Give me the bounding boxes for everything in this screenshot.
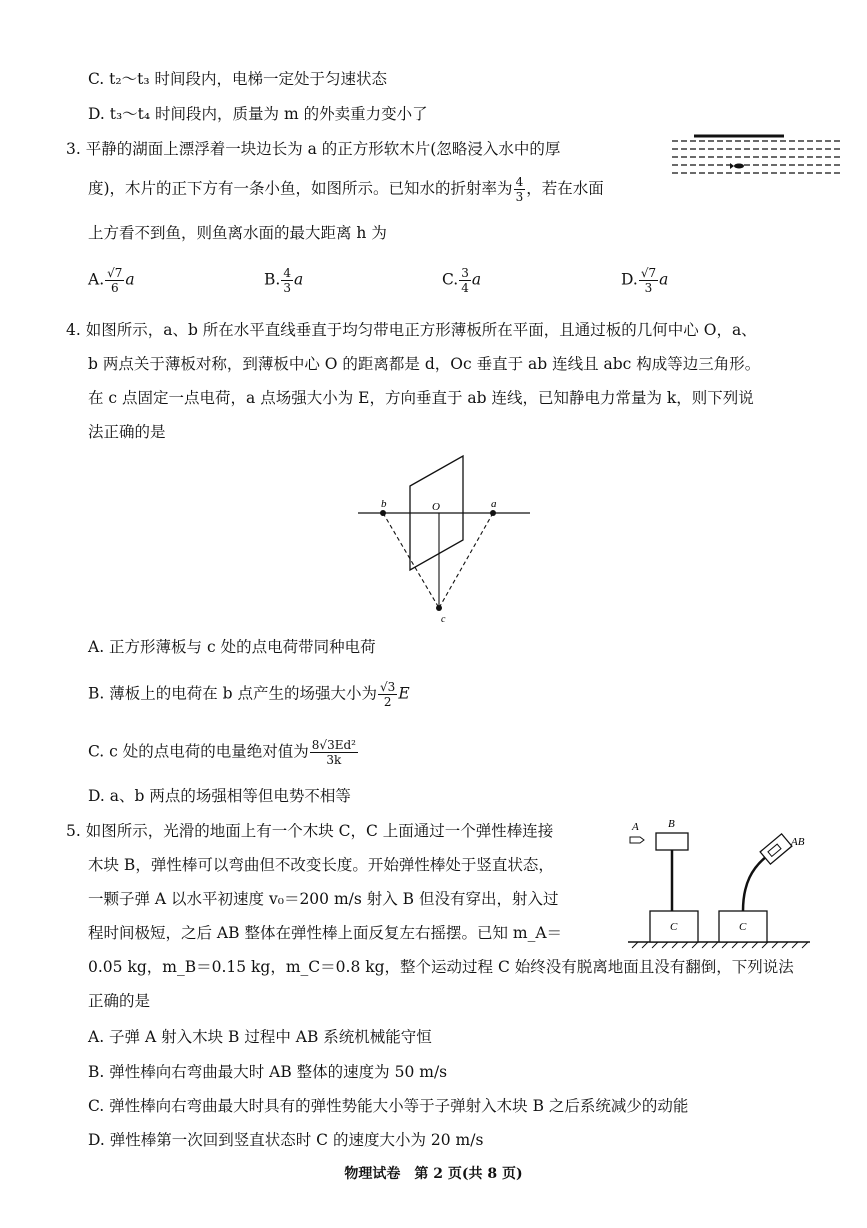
q5-stem-line3: 一颗子弹 A 以水平初速度 v₀＝200 m/s 射入 B 但没有穿出，射入过 xyxy=(88,890,559,908)
q5-stem-line4: 程时间极短，之后 AB 整体在弹性棒上面反复左右摇摆。已知 m_A＝ xyxy=(88,924,563,942)
q4-option-a: A. 正方形薄板与 c 处的点电荷带同种电荷 xyxy=(88,638,376,656)
label-b: B xyxy=(668,818,675,830)
q4-option-c: C. c 处的点电荷的电量绝对值为 $\frac{\text{8√3Ed²}}{3k}$ xyxy=(88,738,356,767)
q2-option-c: C. t₂～t₃ 时间段内，电梯一定处于匀速状态 xyxy=(88,70,387,88)
ground-hatching xyxy=(632,942,808,948)
q5-option-c: C. 弹性棒向右弯曲最大时具有的弹性势能大小等于子弹射入木块 B 之后系统减少的动能 xyxy=(88,1097,689,1115)
q3-stem-line1: 3. 平静的湖面上漂浮着一块边长为 a 的正方形软木片(忽略浸入水中的厚 xyxy=(66,140,561,158)
q3-option-d: D. $\frac{√7}{3}$ a xyxy=(621,266,669,295)
label-o: O xyxy=(432,501,440,513)
block-ab-tilted xyxy=(760,834,792,864)
q3-option-c: C. $\frac{3}{4}$ a xyxy=(442,266,482,295)
q3-option-a: A. $\frac{√7}{6}$ a xyxy=(88,266,135,295)
label-b: b xyxy=(381,498,387,510)
q4-option-b: B. 薄板上的电荷在 b 点产生的场强大小为 $\frac{√3}{2}$ E xyxy=(88,680,410,709)
q2-option-d: D. t₃～t₄ 时间段内，质量为 m 的外卖重力变小了 xyxy=(88,105,428,123)
elastic-rod-bent xyxy=(743,853,771,911)
q5-stem-line5: 0.05 kg，m_B＝0.15 kg，m_C＝0.8 kg，整个运动过程 C 始终没有脱离地面且没有翻倒，下列说法 xyxy=(88,958,794,976)
label-ab: AB xyxy=(791,836,805,848)
label-c-right: C xyxy=(739,921,747,933)
block-b xyxy=(656,833,688,850)
q5-rod-figure xyxy=(626,815,816,950)
q3-water-figure xyxy=(672,132,842,182)
label-c-left: C xyxy=(670,921,678,933)
water-lines xyxy=(672,141,842,173)
q3-stem-line2: 度)，木片的正下方有一条小鱼，如图所示。已知水的折射率为 $\frac{4}{3}$ ，若在水面 xyxy=(88,175,604,204)
label-a: a xyxy=(491,498,497,510)
q5-stem-line6: 正确的是 xyxy=(88,992,151,1010)
fish-icon xyxy=(730,163,744,169)
point-c xyxy=(436,605,442,611)
bc-dashed-line xyxy=(383,513,439,608)
q3-refractive-index-fraction: $\frac{4}{3}$ xyxy=(515,175,524,204)
q5-option-d: D. 弹性棒第一次回到竖直状态时 C 的速度大小为 20 m/s xyxy=(88,1131,484,1149)
bullet-a xyxy=(630,837,644,843)
q4-plate-figure xyxy=(350,450,540,630)
q4-option-d: D. a、b 两点的场强相等但电势不相等 xyxy=(88,787,351,805)
ac-dashed-line xyxy=(439,513,493,608)
q5-option-a: A. 子弹 A 射入木块 B 过程中 AB 系统机械能守恒 xyxy=(88,1028,432,1046)
label-c: c xyxy=(441,614,446,625)
q4-stem-line4: 法正确的是 xyxy=(88,423,166,441)
q3-option-b: B. $\frac{4}{3}$ a xyxy=(264,266,304,295)
q4-stem-line3: 在 c 点固定一点电荷，a 点场强大小为 E，方向垂直于 ab 连线，已知静电力常量为 k，则下列说 xyxy=(88,389,754,407)
page-footer: 物理试卷 第 2 页(共 8 页) xyxy=(344,1166,523,1182)
label-a: A xyxy=(632,821,639,833)
q4-stem-line1: 4. 如图所示，a、b 所在水平直线垂直于均匀带电正方形薄板所在平面，且通过板的几何中心 O，a、 xyxy=(66,321,757,339)
q4-stem-line2: b 两点关于薄板对称，到薄板中心 O 的距离都是 d，Oc 垂直于 ab 连线且 abc 构成等边三角形。 xyxy=(88,355,761,373)
q5-option-b: B. 弹性棒向右弯曲最大时 AB 整体的速度为 50 m/s xyxy=(88,1063,448,1081)
q5-stem-line2: 木块 B，弹性棒可以弯曲但不改变长度。开始弹性棒处于竖直状态， xyxy=(88,856,554,874)
point-b xyxy=(380,510,386,516)
q3-stem-line3: 上方看不到鱼，则鱼离水面的最大距离 h 为 xyxy=(88,224,387,242)
q5-stem-line1: 5. 如图所示，光滑的地面上有一个木块 C，C 上面通过一个弹性棒连接 xyxy=(66,822,554,840)
point-a xyxy=(490,510,496,516)
